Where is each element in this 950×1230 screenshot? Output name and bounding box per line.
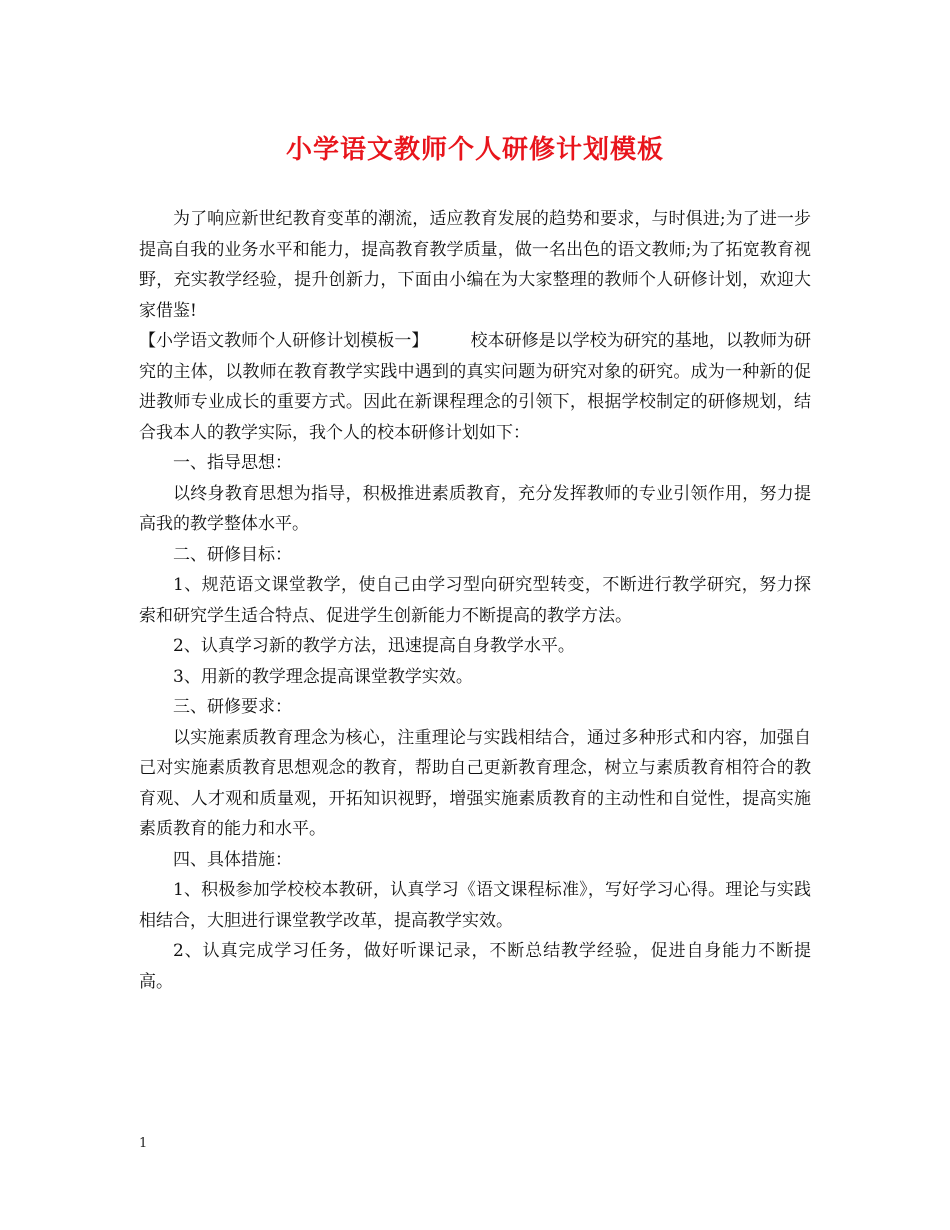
section-paragraph — [139, 326, 811, 448]
document-title: 小学语文教师个人研修计划模板 — [285, 135, 664, 165]
measure-item-1: 1、积极参加学校校本教研，认真学习《语文课程标准》，写好学习心得。理论与实践相结合，大胆进行课堂教学改革，提高教学实效。 — [139, 880, 811, 931]
paragraph-study-requirements: 以实施素质教育理念为核心，注重理论与实践相结合，通过多种形式和内容，加强自己对实施素质教育思想观念的教育，帮助自己更新教育理念，树立与素质教育相符合的教育观、人才观和质量观，开拓知识视野，增强实施素质教育的主动性和自觉性，提高实施素质教育的能力和水平。 — [139, 727, 811, 839]
heading-study-goals: 二、研修目标： — [173, 544, 292, 565]
goal-item-2: 2、认真学习新的教学方法，迅速提高自身教学水平。 — [173, 636, 575, 656]
section-intro: 校本研修是以学校为研究的基地，以教师为研究的主体，以教师在教育教学实践中遇到的真实问题为研究对象的研究。成为一种新的促进教师专业成长的重要方式。因此在新课程理念的引领下，根据学校制定的研修规划，结合我本人的教学实际，我个人的校本研修计划如下： — [139, 331, 812, 443]
section-heading: 【小学语文教师个人研修计划模板一】 — [139, 331, 429, 351]
document-body — [139, 204, 811, 997]
measure-item-2: 2、认真完成学习任务，做好听课记录，不断总结教学经验，促进自身能力不断提高。 — [139, 941, 811, 992]
paragraph-guiding-thought: 以终身教育思想为指导，积极推进素质教育，充分发挥教师的专业引领作用，努力提高我的教学整体水平。 — [139, 483, 811, 534]
heading-study-requirements: 三、研修要求： — [173, 697, 292, 717]
intro-paragraph: 为了响应新世纪教育变革的潮流，适应教育发展的趋势和要求，与时俱进;为了进一步提高自我的业务水平和能力，提高教育教学质量，做一名出色的语文教师;为了拓宽教育视野，充实教学经验，提升创新力，下面由小编在为大家整理的教师个人研修计划，欢迎大家借鉴! — [139, 209, 811, 321]
page-number: 1 — [139, 1136, 148, 1151]
goal-item-1: 1、规范语文课堂教学，使自己由学习型向研究型转变，不断进行教学研究，努力探索和研究学生适合特点、促进学生创新能力不断提高的教学方法。 — [139, 575, 811, 626]
heading-specific-measures: 四、具体措施： — [173, 849, 292, 870]
heading-guiding-thought: 一、指导思想： — [173, 453, 292, 473]
goal-item-3: 3、用新的教学理念提高课堂教学实效。 — [173, 666, 473, 687]
